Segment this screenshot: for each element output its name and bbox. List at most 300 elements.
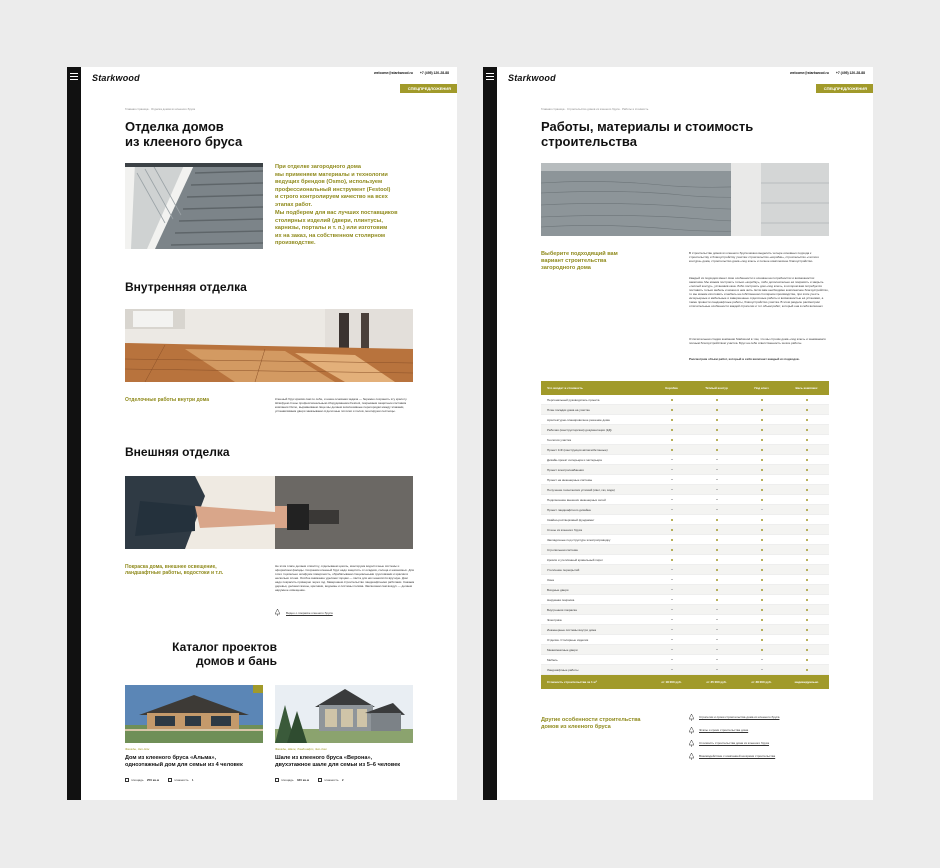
not-included-dash-icon <box>716 619 718 620</box>
interior-image <box>125 309 413 382</box>
included-dot-icon <box>806 659 808 661</box>
contacts <box>368 71 449 75</box>
table-cell-mark <box>649 468 694 472</box>
tree-icon <box>689 740 694 747</box>
table-row <box>541 535 829 545</box>
table-row <box>541 545 829 555</box>
catalog-title: Каталог проектов домов и бань <box>172 640 277 668</box>
table-cell-mark <box>784 448 829 452</box>
included-dot-icon <box>716 599 718 601</box>
right-page <box>483 67 873 800</box>
table-cell-mark <box>739 408 784 412</box>
table-cell-mark <box>784 538 829 542</box>
menu-icon[interactable] <box>70 73 78 82</box>
included-dot-icon <box>671 419 673 421</box>
table-cell-mark <box>784 428 829 432</box>
included-dot-icon <box>806 569 808 571</box>
included-dot-icon <box>806 419 808 421</box>
intro-lead-1: При отделке загородного дома мы применяем материалы и технологии ведущих брендов (Osmo), используем профессиональный инструмент (Festool) и строго контролируем качество на всех этапах работ. <box>275 164 391 208</box>
not-included-dash-icon <box>671 569 673 570</box>
area-icon <box>275 778 279 782</box>
included-dot-icon <box>716 529 718 531</box>
email-link[interactable]: welcome@starkwood.ru <box>790 71 829 75</box>
table-row <box>541 435 829 445</box>
table-cell-work: Геология участка <box>547 437 572 442</box>
table-row <box>541 495 829 505</box>
included-dot-icon <box>761 539 763 541</box>
not-included-dash-icon <box>671 499 673 500</box>
video-painting-link[interactable]: Видео о покраске клееного бруса <box>286 611 333 615</box>
table-cell-mark <box>649 408 694 412</box>
table-header-cell: Коробка <box>665 386 678 390</box>
table-cell-mark <box>784 618 829 622</box>
table-cell-mark <box>784 458 829 462</box>
not-included-dash-icon <box>716 509 718 510</box>
table-cell-mark <box>649 628 694 632</box>
table-cell-mark <box>649 418 694 422</box>
table-cell-mark <box>784 658 829 662</box>
included-dot-icon <box>806 529 808 531</box>
table-row <box>541 455 829 465</box>
exterior-painting-image <box>125 476 413 549</box>
table-row <box>541 515 829 525</box>
table-cell-mark <box>739 428 784 432</box>
table-cell-mark <box>739 548 784 552</box>
included-dot-icon <box>671 439 673 441</box>
options-subtitle: Выберите подходящий вам вариант строительства загородного дома <box>541 251 618 271</box>
table-cell-mark <box>649 558 694 562</box>
included-dot-icon <box>806 609 808 611</box>
table-cell-mark <box>739 458 784 462</box>
interior-title: Внутренняя отделка <box>125 280 247 294</box>
included-dot-icon <box>761 429 763 431</box>
table-cell-mark <box>784 638 829 642</box>
table-footer-cell: Стоимость строительства за 1 м² <box>547 680 597 684</box>
table-cell-mark <box>784 608 829 612</box>
included-dot-icon <box>806 449 808 451</box>
included-dot-icon <box>716 559 718 561</box>
table-cell-mark <box>739 478 784 482</box>
included-dot-icon <box>806 649 808 651</box>
not-included-dash-icon <box>716 639 718 640</box>
table-cell-mark <box>694 648 739 652</box>
included-dot-icon <box>761 469 763 471</box>
not-included-dash-icon <box>671 659 673 660</box>
included-dot-icon <box>716 419 718 421</box>
email-link[interactable]: welcome@starkwood.ru <box>374 71 413 75</box>
breadcrumb[interactable]: Главная страница · Строительство домов из клееного бруса · Работы и стоимость <box>541 107 649 111</box>
not-included-dash-icon <box>716 489 718 490</box>
page-title: Отделка домов из клееного бруса <box>125 119 243 149</box>
sidebar <box>67 67 81 800</box>
table-cell-mark <box>694 608 739 612</box>
not-included-dash-icon <box>671 649 673 650</box>
included-dot-icon <box>716 569 718 571</box>
included-dot-icon <box>716 579 718 581</box>
table-cell-mark <box>694 668 739 672</box>
options-text-1: В строительстве домов из клееного бруса можно выделить четыре основных подхода к строительству и благоустройству участка: строительство «коробки», строительство «теплого контура» дома, строительство дома «под ключ» и полное комплексное благоустройство. <box>689 251 820 263</box>
included-dot-icon <box>761 549 763 551</box>
table-cell-work: Электрика <box>547 617 562 622</box>
not-included-dash-icon <box>761 669 763 670</box>
table-row <box>541 405 829 415</box>
feature-link[interactable]: Взаимодействие с компанией на время строительства <box>689 753 779 766</box>
table-cell-mark <box>649 428 694 432</box>
exterior-title: Внешняя отделка <box>125 445 230 459</box>
favorite-badge[interactable] <box>253 685 263 693</box>
interior-subtitle: Отделочные работы внутри дома <box>125 397 210 403</box>
not-included-dash-icon <box>761 659 763 660</box>
not-included-dash-icon <box>671 579 673 580</box>
special-offers-button[interactable]: СПЕЦПРЕДЛОЖЕНИЯ <box>400 84 457 93</box>
table-cell-mark <box>739 638 784 642</box>
included-dot-icon <box>806 399 808 401</box>
table-row <box>541 395 829 405</box>
table-cell-mark <box>784 628 829 632</box>
not-included-dash-icon <box>716 659 718 660</box>
table-cell-mark <box>739 508 784 512</box>
table-cell-mark <box>694 438 739 442</box>
table-cell-mark <box>784 598 829 602</box>
logo[interactable]: Starkwood <box>92 73 140 83</box>
phone-link[interactable]: +7 (495) 120-28-88 <box>419 71 449 75</box>
table-cell-mark <box>739 618 784 622</box>
table-cell-mark <box>784 648 829 652</box>
included-dot-icon <box>761 559 763 561</box>
table-cell-work: Мебель <box>547 657 558 662</box>
included-dot-icon <box>761 579 763 581</box>
table-cell-mark <box>694 408 739 412</box>
table-cell-mark <box>694 568 739 572</box>
included-dot-icon <box>761 399 763 401</box>
table-cell-work: Проект 3-Ф (конструкция автоизобетонные) <box>547 447 608 452</box>
table-cell-mark <box>739 578 784 582</box>
included-dot-icon <box>806 429 808 431</box>
not-included-dash-icon <box>716 469 718 470</box>
table-row <box>541 645 829 655</box>
included-dot-icon <box>761 599 763 601</box>
table-cell-work: Ландшафтные работы <box>547 667 579 672</box>
table-cell-mark <box>739 588 784 592</box>
not-included-dash-icon <box>671 479 673 480</box>
table-cell-mark <box>784 438 829 442</box>
table-cell-mark <box>784 498 829 502</box>
feature-link[interactable]: Стоимость строительства дома из клееного бруса <box>689 740 779 753</box>
included-dot-icon <box>761 529 763 531</box>
included-dot-icon <box>671 549 673 551</box>
table-row <box>541 585 829 595</box>
table-cell-mark <box>649 478 694 482</box>
table-cell-mark <box>784 518 829 522</box>
included-dot-icon <box>716 409 718 411</box>
table-cell-mark <box>784 468 829 472</box>
feature-link[interactable]: Стратегии и сроки строительства дома из клееного бруса <box>689 714 779 727</box>
included-dot-icon <box>806 669 808 671</box>
table-cell-mark <box>784 588 829 592</box>
table-cell-mark <box>694 528 739 532</box>
table-cell-mark <box>784 578 829 582</box>
project-image-alma[interactable] <box>125 685 263 743</box>
options-note: Рассмотрим объём работ, который в себя включает каждый из подходов. <box>689 357 800 361</box>
table-footer-cell: от 35 000 руб. <box>706 680 727 684</box>
table-row <box>541 505 829 515</box>
table-cell-work: Подключение внешних инженерных сетей <box>547 497 606 502</box>
included-dot-icon <box>806 439 808 441</box>
table-cell-mark <box>784 508 829 512</box>
table-cell-mark <box>649 618 694 622</box>
table-header <box>541 381 829 395</box>
tree-icon <box>275 609 280 616</box>
table-cell-mark <box>694 578 739 582</box>
not-included-dash-icon <box>671 609 673 610</box>
table-cell-mark <box>649 458 694 462</box>
table-cell-work: Наружная покраска <box>547 597 575 602</box>
included-dot-icon <box>806 539 808 541</box>
included-dot-icon <box>761 419 763 421</box>
table-cell-mark <box>649 648 694 652</box>
table-cell-mark <box>739 598 784 602</box>
table-cell-mark <box>784 398 829 402</box>
included-dot-icon <box>806 599 808 601</box>
not-included-dash-icon <box>671 459 673 460</box>
included-dot-icon <box>716 549 718 551</box>
phone-link[interactable]: +7 (495) 120-28-88 <box>835 71 865 75</box>
floors-icon <box>318 778 322 782</box>
included-dot-icon <box>671 429 673 431</box>
included-dot-icon <box>761 439 763 441</box>
left-page <box>67 67 457 800</box>
included-dot-icon <box>806 469 808 471</box>
table-cell-mark <box>784 558 829 562</box>
table-header-cell: Под ключ <box>754 386 769 390</box>
wood-texture-image <box>541 163 829 236</box>
table-cell-mark <box>649 578 694 582</box>
included-dot-icon <box>761 519 763 521</box>
table-row <box>541 425 829 435</box>
table-cell-mark <box>649 448 694 452</box>
not-included-dash-icon <box>716 649 718 650</box>
table-cell-mark <box>739 518 784 522</box>
table-cell-mark <box>784 528 829 532</box>
logo[interactable]: Starkwood <box>508 73 556 83</box>
menu-icon[interactable] <box>486 73 494 82</box>
included-dot-icon <box>806 479 808 481</box>
table-cell-work: Окна <box>547 577 554 582</box>
not-included-dash-icon <box>671 589 673 590</box>
table-cell-mark <box>784 418 829 422</box>
not-included-dash-icon <box>671 629 673 630</box>
not-included-dash-icon <box>716 459 718 460</box>
table-cell-mark <box>784 408 829 412</box>
table-footer <box>541 675 829 689</box>
table-cell-work: Инженерные системы внутри дома <box>547 627 596 632</box>
table-cell-mark <box>649 608 694 612</box>
project-meta: площадь 256 кв.м этажность 1 <box>125 778 194 782</box>
project-title[interactable]: Шале из клееного бруса «Верона», двухэтажное шале для семьи из 5–6 человек <box>275 755 401 768</box>
not-included-dash-icon <box>671 599 673 600</box>
not-included-dash-icon <box>671 489 673 490</box>
table-cell-mark <box>694 448 739 452</box>
table-cell-mark <box>694 588 739 592</box>
table-body <box>541 395 829 675</box>
table-cell-mark <box>649 488 694 492</box>
included-dot-icon <box>716 519 718 521</box>
included-dot-icon <box>761 479 763 481</box>
special-offers-button[interactable]: СПЕЦПРЕДЛОЖЕНИЯ <box>816 84 873 93</box>
included-dot-icon <box>806 509 808 511</box>
table-cell-mark <box>739 468 784 472</box>
not-included-dash-icon <box>716 479 718 480</box>
table-footer-cell: индивидуально <box>794 680 819 684</box>
exterior-text: Не этом этапе делаем отмостку, отделываем цоколь, монтируем водосточные системы и оформляем фасады. Сохраним клееный брус надо защитить от осадков, солнца и насекомых. Для этого тщательно шлифуем поверхность, обрабатываем специальными грунтовками и красим в несколько слоев. Особое внимание уделяем торцам — паста для них наносится вручную. Дом надо покрасить примерно через год. Завершаем строительство ландшафтными работами. Сажаем деревья, делаем газоны, цветники, водоемы и системы полива. Заключаем сам воздух — делаем наружное освещение. <box>275 564 415 592</box>
table-cell-mark <box>784 568 829 572</box>
included-dot-icon <box>671 449 673 451</box>
not-included-dash-icon <box>761 509 763 510</box>
table-footer-cell: от 18 000 руб. <box>661 680 682 684</box>
table-cell-mark <box>694 468 739 472</box>
table-cell-work: Стены из клееного бруса <box>547 527 582 532</box>
table-cell-mark <box>649 538 694 542</box>
table-cell-mark <box>649 638 694 642</box>
table-cell-mark <box>649 528 694 532</box>
features-list <box>689 714 779 766</box>
table-cell-mark <box>739 658 784 662</box>
table-cell-mark <box>739 648 784 652</box>
table-cell-mark <box>649 508 694 512</box>
table-row <box>541 575 829 585</box>
not-included-dash-icon <box>671 619 673 620</box>
not-included-dash-icon <box>671 639 673 640</box>
table-cell-mark <box>739 488 784 492</box>
table-cell-work: Утепление перекрытий <box>547 567 580 572</box>
table-row <box>541 465 829 475</box>
table-cell-mark <box>649 438 694 442</box>
table-cell-work: Персональный руководитель проекта <box>547 397 600 402</box>
table-cell-mark <box>694 618 739 622</box>
table-cell-work: Внутренняя покраска <box>547 607 577 612</box>
not-included-dash-icon <box>716 609 718 610</box>
table-footer-cell: от 38 000 руб. <box>751 680 772 684</box>
table-cell-work: Дизайн-проект интерьера и экстерьера <box>547 457 602 462</box>
table-cell-mark <box>739 448 784 452</box>
cost-table <box>541 381 829 689</box>
exterior-subtitle: Покраска дома, внешнее освещение, ландшафтные работы, водостоки и т.п. <box>125 564 224 576</box>
included-dot-icon <box>806 519 808 521</box>
table-header-cell: Что входит в стоимость <box>547 386 583 390</box>
table-cell-mark <box>649 668 694 672</box>
table-cell-mark <box>739 528 784 532</box>
table-cell-mark <box>649 598 694 602</box>
table-cell-work: Рабочая (конструкторская) документация (КД) <box>547 427 612 432</box>
table-cell-mark <box>649 398 694 402</box>
table-cell-mark <box>739 568 784 572</box>
table-cell-work: Закладочные под структуре электропроводку <box>547 537 611 542</box>
included-dot-icon <box>806 499 808 501</box>
table-cell-mark <box>694 638 739 642</box>
table-cell-mark <box>694 488 739 492</box>
table-row <box>541 555 829 565</box>
table-cell-mark <box>649 568 694 572</box>
table-cell-mark <box>694 398 739 402</box>
features-title: Другие особенности строительства домов из клееного бруса <box>541 717 641 730</box>
page-title: Работы, материалы и стоимость строительства <box>541 119 754 149</box>
breadcrumb[interactable]: Главная страница · Отделка домов из клееного бруса <box>125 107 196 111</box>
table-cell-mark <box>694 558 739 562</box>
included-dot-icon <box>806 459 808 461</box>
included-dot-icon <box>761 499 763 501</box>
included-dot-icon <box>761 629 763 631</box>
options-text-2: Каждый из подходов имеет свои особенности и основан на потребностях и возможностях заказчика. Мы можем построить только «коробку», либо дополнительно её покрасить и закрыть «теплый контур», установив окна. Либо построить дом «под ключ», в котором вам потребуется поставить только мебель и можно в нем жить. Если вам необходимо комплексное благоустройство, то мы можем изготовить и мебель на собственном столярном производстве, при этом учесть интерьерные и мебельные и завершенные отделочные работы и возможностью её установки, а также провести ландшафтные работы, благоустройство участка. В этом разделе рассмотрим отличительные особенности каждой стратегии и тот объем работ, который она в себя включает. <box>689 276 829 308</box>
table-cell-work: Кровля и утеплённый кровельный пирог <box>547 557 604 562</box>
table-cell-mark <box>694 458 739 462</box>
table-row <box>541 475 829 485</box>
table-cell-work: Свайно-ростверковый фундамент <box>547 517 595 522</box>
included-dot-icon <box>716 429 718 431</box>
table-cell-mark <box>739 668 784 672</box>
included-dot-icon <box>761 569 763 571</box>
table-cell-mark <box>649 518 694 522</box>
wood-facade-image <box>125 163 263 249</box>
table-cell-mark <box>694 658 739 662</box>
table-cell-mark <box>784 488 829 492</box>
table-cell-mark <box>739 498 784 502</box>
table-cell-work: Межкомнатные двери <box>547 647 578 652</box>
table-cell-mark <box>784 478 829 482</box>
table-cell-mark <box>784 668 829 672</box>
sidebar <box>483 67 497 800</box>
table-row <box>541 445 829 455</box>
included-dot-icon <box>761 639 763 641</box>
included-dot-icon <box>806 549 808 551</box>
tree-icon <box>689 753 694 760</box>
table-cell-mark <box>694 428 739 432</box>
table-row <box>541 565 829 575</box>
project-image-verona[interactable] <box>275 685 413 743</box>
included-dot-icon <box>761 619 763 621</box>
table-cell-mark <box>739 628 784 632</box>
project-tags: Фасады, Шале, Ландшафт, Эко-дом <box>275 747 327 751</box>
included-dot-icon <box>806 619 808 621</box>
table-cell-mark <box>694 598 739 602</box>
included-dot-icon <box>761 409 763 411</box>
included-dot-icon <box>761 649 763 651</box>
table-cell-work: Входные двери <box>547 587 569 592</box>
table-row <box>541 595 829 605</box>
table-cell-mark <box>649 588 694 592</box>
included-dot-icon <box>761 589 763 591</box>
table-cell-mark <box>694 548 739 552</box>
feature-link[interactable]: Этапы и сроки строительства дома <box>689 727 779 740</box>
included-dot-icon <box>761 459 763 461</box>
table-cell-work: Проект ландшафтного дизайна <box>547 507 591 512</box>
not-included-dash-icon <box>671 509 673 510</box>
table-row <box>541 625 829 635</box>
area-icon <box>125 778 129 782</box>
not-included-dash-icon <box>716 499 718 500</box>
included-dot-icon <box>671 539 673 541</box>
included-dot-icon <box>761 489 763 491</box>
project-title[interactable]: Дом из клееного бруса «Альма», одноэтажный дом для семьи из 4 человек <box>125 755 243 768</box>
table-row <box>541 615 829 625</box>
included-dot-icon <box>671 409 673 411</box>
contacts <box>784 71 865 75</box>
included-dot-icon <box>716 449 718 451</box>
included-dot-icon <box>761 449 763 451</box>
table-row <box>541 635 829 645</box>
table-cell-mark <box>649 498 694 502</box>
table-row <box>541 485 829 495</box>
table-cell-mark <box>694 498 739 502</box>
